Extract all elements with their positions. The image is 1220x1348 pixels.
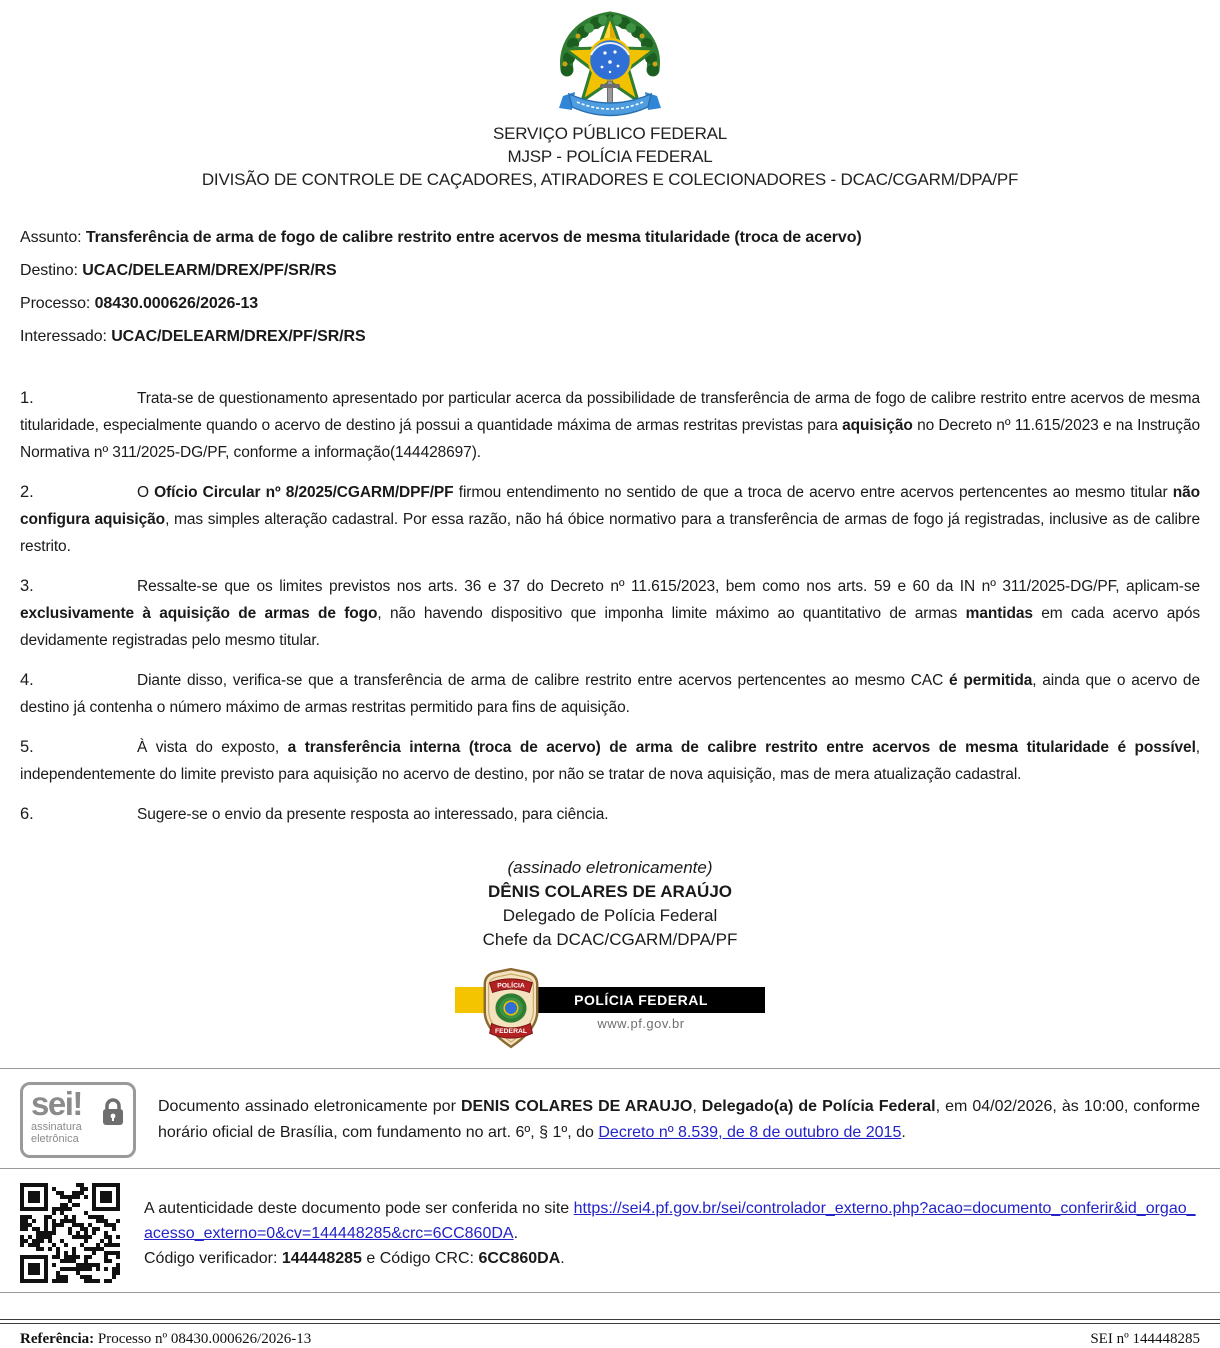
- meta-label: Destino:: [20, 262, 78, 279]
- meta-label: Assunto:: [20, 229, 82, 246]
- meta-processo: [20, 287, 1200, 320]
- policia-federal-badge-icon: [477, 966, 545, 1050]
- paragraph-number: 1.: [20, 389, 34, 407]
- paragraph-3: [20, 573, 1200, 654]
- divider: [0, 1068, 1220, 1069]
- paragraph-5: [20, 734, 1200, 788]
- sei-signature-row: [20, 1081, 1200, 1159]
- sei-logo-subtitle-2: eletrônica: [31, 1133, 79, 1145]
- meta-value: Transferência de arma de fogo de calibre restrito entre acervos de mesma titularidade (troca de acervo): [85, 229, 862, 246]
- signature-electronic-note: (assinado eletronicamente): [507, 858, 713, 877]
- document-link[interactable]: Decreto nº 8.539, de 8 de outubro de 2015: [598, 1124, 902, 1141]
- org-line-3: DIVISÃO DE CONTROLE DE CAÇADORES, ATIRADORES E COLECIONADORES - DCAC/CGARM/DPA/PF: [201, 170, 1019, 189]
- signature-statement: Documento assinado eletronicamente por DENIS COLARES DE ARAUJO, Delegado(a) de Polícia Federal, em 04/02/2026, às 10:00, conforme horário oficial de Brasília, com fundamento no art. 6º, § 1º, do Decreto nº 8.539, de 8 de outubro de 2015.: [158, 1098, 1200, 1141]
- paragraph-number: 6.: [20, 805, 34, 823]
- qr-code: [20, 1183, 120, 1283]
- footer-reference: [20, 1331, 311, 1348]
- paragraph-number: 5.: [20, 738, 34, 756]
- paragraph-number: 4.: [20, 671, 34, 689]
- document-body: [20, 385, 1200, 828]
- paragraph-6: [20, 801, 1200, 828]
- meta-destino: [20, 254, 1200, 287]
- svg-text:POLÍCIA: POLÍCIA: [497, 982, 525, 990]
- footer-reference-label: Referência:: [20, 1331, 95, 1347]
- org-line-1: SERVIÇO PÚBLICO FEDERAL: [492, 124, 728, 143]
- meta-label: Interessado:: [20, 328, 107, 345]
- meta-interessado: [20, 320, 1200, 353]
- paragraph-number: 3.: [20, 577, 34, 595]
- paragraph-1: [20, 385, 1200, 466]
- sei-logo-text: sei!: [31, 1085, 82, 1122]
- org-line-2: MJSP - POLÍCIA FEDERAL: [507, 147, 713, 166]
- padlock-icon: [100, 1097, 126, 1127]
- meta-value: UCAC/DELEARM/DREX/PF/SR/RS: [111, 328, 366, 345]
- black-bar-label: POLÍCIA FEDERAL: [574, 992, 708, 1008]
- black-bar: [517, 987, 765, 1013]
- verification-text: [144, 1196, 1200, 1271]
- document-meta: [20, 221, 1200, 353]
- footer: [20, 1331, 1200, 1348]
- paragraph-2: [20, 479, 1200, 560]
- pf-website: www.pf.gov.br: [597, 1016, 685, 1031]
- footer-double-rule: [0, 1319, 1220, 1324]
- brazil-coat-of-arms-icon: [545, 8, 675, 122]
- sei-logo: [20, 1082, 136, 1158]
- document-header: [20, 8, 1200, 191]
- paragraph-4: [20, 667, 1200, 721]
- signature-role: Delegado de Polícia Federal: [502, 906, 718, 925]
- footer-sei-number: SEI nº 144448285: [1090, 1331, 1200, 1347]
- meta-label: Processo:: [20, 295, 91, 312]
- paragraph-number: 2.: [20, 483, 34, 501]
- paragraph-text: Diante disso, verifica-se que a transferência de arma de calibre restrito entre acervos pertencentes ao mesmo CAC é permitida, ainda que o acervo de destino já contenha o número máximo de armas restritas permitido para fins de aquisição.: [20, 672, 1200, 716]
- paragraph-text: Trata-se de questionamento apresentado por particular acerca da possibilidade de transferência de arma de fogo de calibre restrito entre acervos de mesma titularidade, especialmente quando o acervo de destino já possui a quantidade máxima de armas restritas previstas para aquisição no Decreto nº 11.615/2023 e na Instrução Normativa nº 311/2025-DG/PF, conforme a informação(144428697).: [20, 390, 1200, 461]
- divider: [0, 1292, 1220, 1293]
- signature-block: [20, 856, 1200, 952]
- paragraph-text: Sugere-se o envio da presente resposta ao interessado, para ciência.: [137, 806, 609, 823]
- footer-reference-value: Processo nº 08430.000626/2026-13: [94, 1331, 312, 1347]
- meta-value: UCAC/DELEARM/DREX/PF/SR/RS: [82, 262, 337, 279]
- signature-title: Chefe da DCAC/CGARM/DPA/PF: [482, 930, 738, 949]
- paragraph-text: À vista do exposto, a transferência interna (troca de acervo) de arma de calibre restrito entre acervos de mesma titularidade é possível, independentemente do limite previsto para aquisição no acervo de destino, por não se tratar de nova aquisição, mas de mera atualização cadastral.: [20, 739, 1200, 783]
- document-link[interactable]: https://sei4.pf.gov.br/sei/controlador_externo.php?acao=documento_conferir&id_orgao_acesso_externo=0&cv=144448285&crc=6CC860DA: [144, 1199, 1196, 1242]
- divider: [0, 1168, 1220, 1169]
- verifier-codes: Código verificador: 144448285 e Código CRC: 6CC860DA.: [144, 1249, 565, 1267]
- authenticity-statement: A autenticidade deste documento pode ser conferida no site https://sei4.pf.gov.br/sei/controlador_externo.php?acao=documento_conferir&id_orgao_acesso_externo=0&cv=144448285&crc=6CC860DA.: [144, 1199, 1196, 1242]
- meta-assunto: [20, 221, 1200, 254]
- svg-text:FEDERAL: FEDERAL: [494, 1028, 528, 1036]
- signature-name: DÊNIS COLARES DE ARAÚJO: [487, 882, 732, 901]
- policia-federal-banner: [455, 966, 765, 1050]
- verification-row: [20, 1181, 1200, 1285]
- paragraph-text: O Ofício Circular nº 8/2025/CGARM/DPF/PF firmou entendimento no sentido de que a troca de acervo entre acervos pertencentes ao mesmo titular não configura aquisição, mas simples alteração cadastral. Por essa razão, não há óbice normativo para a transferência de armas de fogo já registradas, inclusive as de calibre restrito.: [20, 484, 1200, 555]
- meta-value: 08430.000626/2026-13: [94, 295, 259, 312]
- paragraph-text: Ressalte-se que os limites previstos nos arts. 36 e 37 do Decreto nº 11.615/2023, bem como nos arts. 59 e 60 da IN nº 311/2025-DG/PF, aplicam-se exclusivamente à aquisição de armas de fogo, não havendo dispositivo que imponha limite máximo ao quantitativo de armas mantidas em cada acervo após devidamente registradas pelo mesmo titular.: [20, 578, 1200, 649]
- sei-logo-subtitle-1: assinatura: [31, 1121, 82, 1133]
